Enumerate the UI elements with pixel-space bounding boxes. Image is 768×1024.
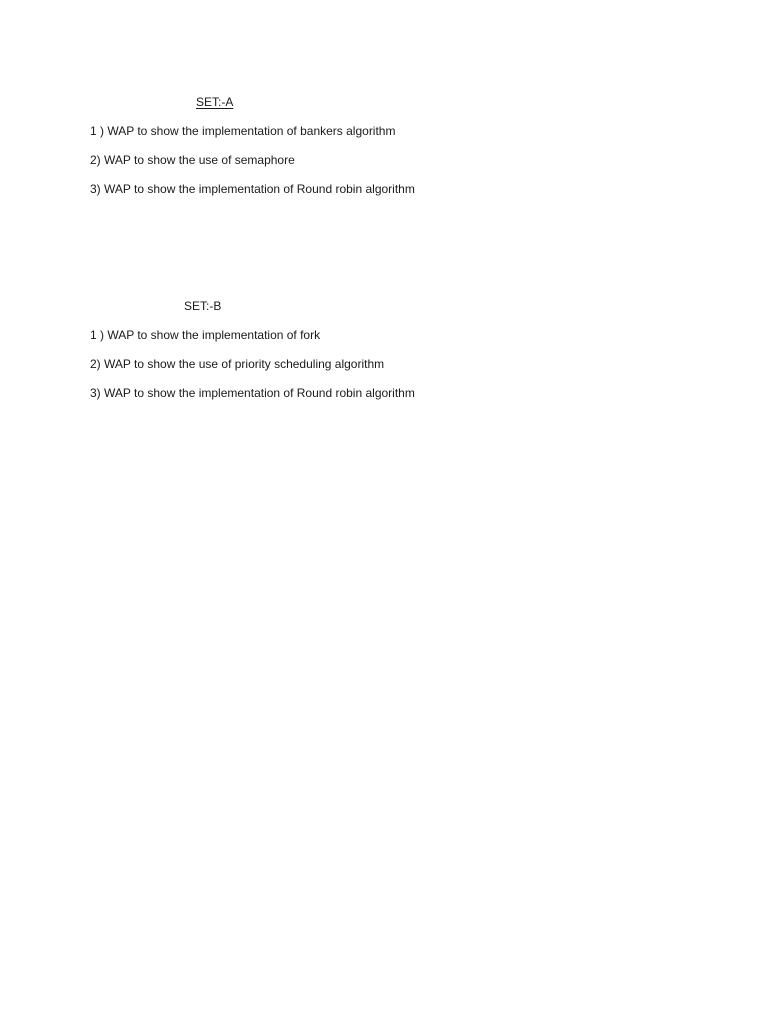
set-a-heading: SET:-A <box>196 95 234 109</box>
set-a-question-3: 3) WAP to show the implementation of Round robin algorithm <box>90 182 415 196</box>
set-a-question-2: 2) WAP to show the use of semaphore <box>90 153 295 167</box>
set-b-question-3: 3) WAP to show the implementation of Round robin algorithm <box>90 386 415 400</box>
set-b-heading: SET:-B <box>184 299 222 313</box>
set-b-question-2: 2) WAP to show the use of priority scheduling algorithm <box>90 357 385 371</box>
set-a-question-1: 1 ) WAP to show the implementation of bankers algorithm <box>90 124 396 138</box>
set-b-question-1: 1 ) WAP to show the implementation of fork <box>90 328 321 342</box>
